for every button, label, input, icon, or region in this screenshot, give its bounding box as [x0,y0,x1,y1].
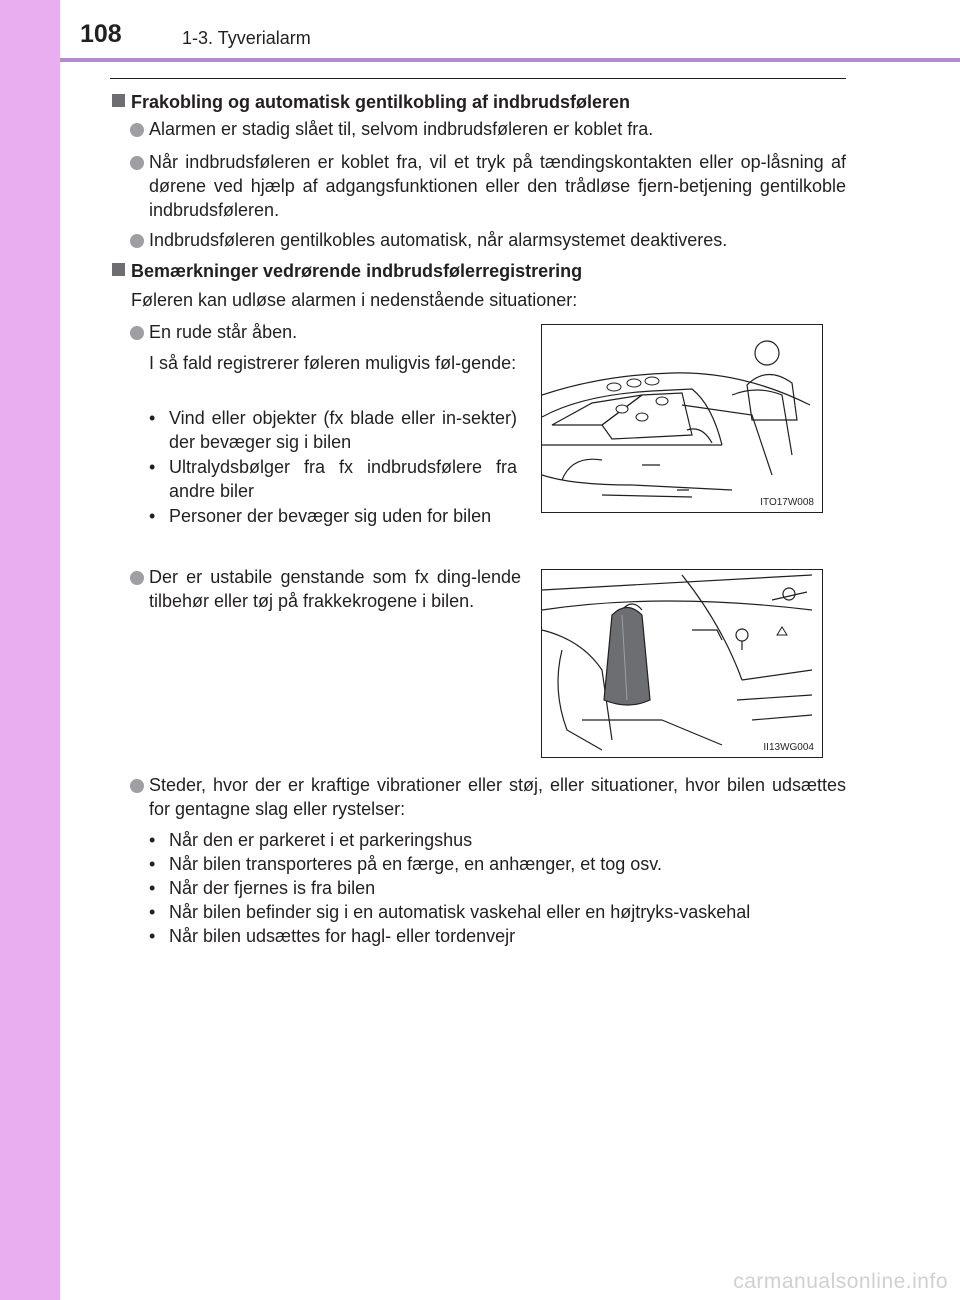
figure-hanging-items [541,569,823,758]
bullet-dot-icon [130,779,144,793]
bullet-dot-icon [130,571,144,585]
car-interior-hanging-items-illustration [542,570,822,757]
header-line [60,58,960,62]
bullet-dot-icon [130,234,144,248]
watermark: carmanualsonline.info [733,1270,948,1293]
item3-dash-5: • Når bilen udsættes for hagl- eller tordenvejr [149,926,516,946]
bullet-dot-icon [130,326,144,340]
section-title: 1-3. Tyverialarm [182,28,311,48]
car-open-window-illustration [542,325,822,512]
section1-heading [112,90,852,114]
bullet-dot-icon [130,156,144,170]
item1-dash-3: • Personer der bevæger sig uden for bilen [149,506,492,526]
item1-dash-1: • Vind eller objekter (fx blade eller in-sekter) der bevæger sig i bilen [149,408,517,452]
square-bullet-icon [112,94,125,107]
item3-dash-4: • Når bilen befinder sig i en automatisk vaskehal eller en højtryks-vaskehal [149,902,751,922]
divider-rule [110,78,846,79]
square-bullet-icon [112,263,125,276]
section1-bullet-1: Alarmen er stadig slået til, selvom indbrudsføleren er koblet fra. [149,119,654,139]
figure-open-window [541,324,823,513]
item3-dash-1: • Når den er parkeret i et parkeringshus [149,830,473,850]
section1-bullet-2: Når indbrudsføleren er koblet fra, vil et tryk på tændingskontakten eller op-låsning af dørene ved hjælp af adgangsfunktionen eller den trådløse fjern-betjening gentilkoble indbrudsføleren. [149,152,846,220]
item3-dash-2: • Når bilen transporteres på en færge, en anhænger, et tog osv. [149,854,662,874]
section2-intro: Føleren kan udløse alarmen i nedenstående situationer: [131,290,578,310]
bullet-dot-icon [130,123,144,137]
page-number: 108 [80,20,122,48]
item3-bullet: Steder, hvor der er kraftige vibrationer eller støj, eller situationer, hvor bilen udsættes for gentagne slag eller rystelser: [149,775,846,819]
item3-dash-3: • Når der fjernes is fra bilen [149,878,376,898]
section1-bullet-3: Indbrudsføleren gentilkobles automatisk, når alarmsystemet deaktiveres. [149,230,728,250]
section1-heading-text: Frakobling og automatisk gentilkobling af indbrudsføleren [131,92,631,112]
section2-heading [112,259,852,283]
item1-subtext: I så fald registrerer føleren muligvis føl-gende: [149,353,517,373]
section2-heading-text: Bemærkninger vedrørende indbrudsfølerregistrering [131,261,583,281]
figure-code: II13WG004 [763,742,814,753]
figure-code: ITO17W008 [760,497,814,508]
item1-bullet: En rude står åben. [149,322,298,342]
side-tab [0,0,60,1300]
item2-bullet: Der er ustabile genstande som fx ding-lende tilbehør eller tøj på frakkekrogene i bilen. [149,567,521,611]
item1-dash-2: • Ultralydsbølger fra fx indbrudsfølere fra andre biler [149,457,517,501]
